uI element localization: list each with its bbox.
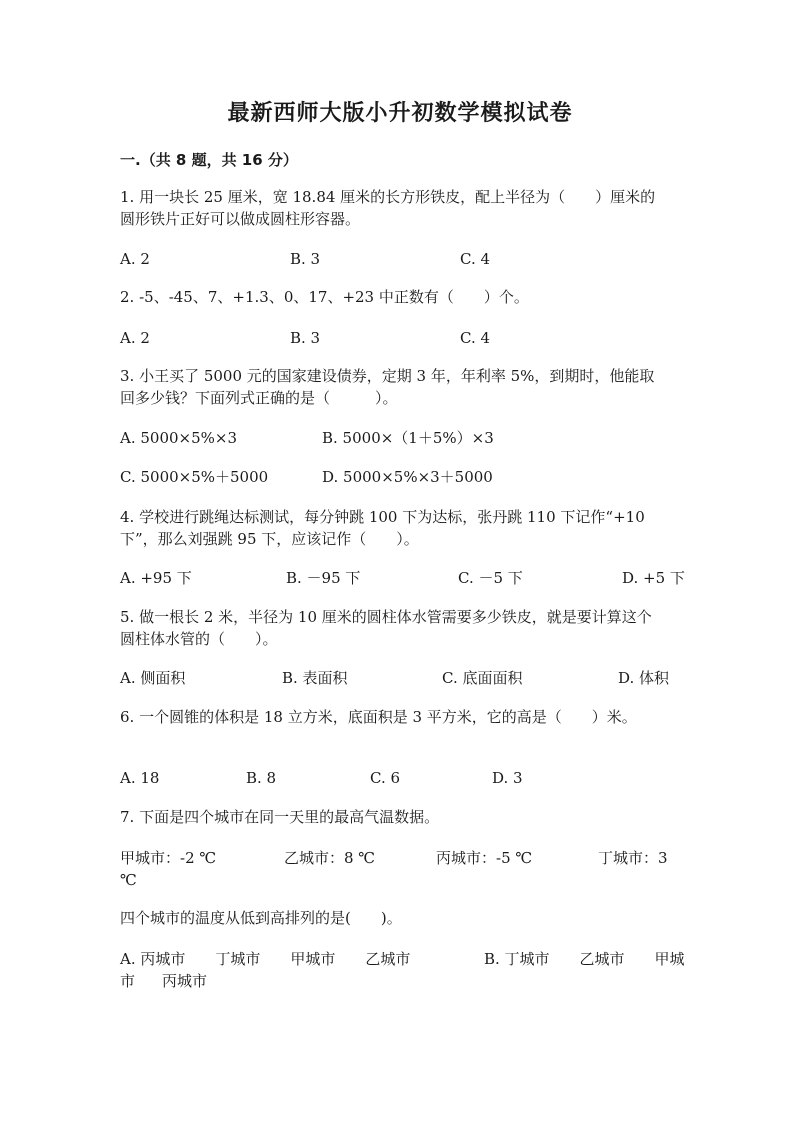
question-2-option-a: A. 2 [120, 329, 150, 347]
question-2-option-c: C. 4 [460, 329, 491, 347]
question-4-option-a: A. +95 下 [120, 569, 192, 587]
city-temperature-ding-unit: ℃ [120, 871, 137, 889]
question-2-line-1: 2. -5、-45、7、+1.3、0、17、+23 中正数有（ ）个。 [120, 288, 529, 306]
question-7-option-b: B. 丁城市 乙城市 甲城 [484, 950, 685, 968]
question-1-option-b: B. 3 [290, 250, 321, 268]
question-5-option-b: B. 表面积 [282, 669, 348, 687]
question-1-line-1: 1. 用一块长 25 厘米，宽 18.84 厘米的长方形铁皮，配上半径为（ ）厘米的 [120, 188, 656, 206]
question-6-option-b: B. 8 [246, 769, 277, 787]
question-6-option-a: A. 18 [120, 769, 160, 787]
question-3-option-b: B. 5000×（1＋5%）×3 [322, 429, 494, 447]
question-4-option-d: D. +5 下 [622, 569, 685, 587]
question-7-prompt: 四个城市的温度从低到高排列的是( )。 [120, 909, 402, 927]
question-4-line-1: 4. 学校进行跳绳达标测试，每分钟跳 100 下为达标，张丹跳 110 下记作“+10 [120, 508, 645, 526]
question-3-option-a: A. 5000×5%×3 [120, 429, 238, 447]
question-4-option-c: C. －5 下 [458, 569, 523, 587]
question-5-line-2: 圆柱体水管的（ ）。 [120, 630, 278, 648]
question-5-option-c: C. 底面面积 [442, 669, 523, 687]
question-7-option-b-wrap-1: 市 [120, 972, 136, 990]
question-6-option-d: D. 3 [492, 769, 523, 787]
question-4-line-2: 下”，那么刘强跳 95 下，应该记作（ ）。 [120, 530, 419, 548]
question-4-option-b: B. －95 下 [286, 569, 361, 587]
city-temperature-bing: 丙城市：-5 ℃ [436, 849, 533, 867]
question-2-option-b: B. 3 [290, 329, 321, 347]
question-5-option-d: D. 体积 [618, 669, 670, 687]
city-temperature-jia: 甲城市：-2 ℃ [120, 849, 217, 867]
question-3-line-2: 回多少钱？下面列式正确的是（ ）。 [120, 389, 398, 407]
page-title: 最新西师大版小升初数学模拟试卷 [227, 101, 573, 126]
question-1-option-c: C. 4 [460, 250, 491, 268]
question-7-option-a: A. 丙城市 丁城市 甲城市 乙城市 [120, 950, 411, 968]
question-3-option-d: D. 5000×5%×3＋5000 [322, 468, 493, 486]
city-temperature-yi: 乙城市：8 ℃ [284, 849, 376, 867]
question-3-line-1: 3. 小王买了 5000 元的国家建设债券，定期 3 年，年利率 5%，到期时，他能取 [120, 367, 655, 385]
city-temperature-ding: 丁城市：3 [598, 849, 668, 867]
question-7-option-b-wrap-2: 丙城市 [162, 972, 208, 990]
question-7-line-1: 7. 下面是四个城市在同一天里的最高气温数据。 [120, 808, 440, 826]
question-1-option-a: A. 2 [120, 250, 150, 268]
question-6-option-c: C. 6 [370, 769, 401, 787]
question-5-line-1: 5. 做一根长 2 米，半径为 10 厘米的圆柱体水管需要多少铁皮，就是要计算这个 [120, 608, 652, 626]
question-5-option-a: A. 侧面积 [120, 669, 186, 687]
question-3-option-c: C. 5000×5%＋5000 [120, 468, 269, 486]
section-heading: 一.（共 8 题，共 16 分） [120, 151, 298, 169]
question-6-line-1: 6. 一个圆锥的体积是 18 立方米，底面积是 3 平方米，它的高是（ ）米。 [120, 708, 637, 726]
question-1-line-2: 圆形铁片正好可以做成圆柱形容器。 [120, 210, 361, 228]
